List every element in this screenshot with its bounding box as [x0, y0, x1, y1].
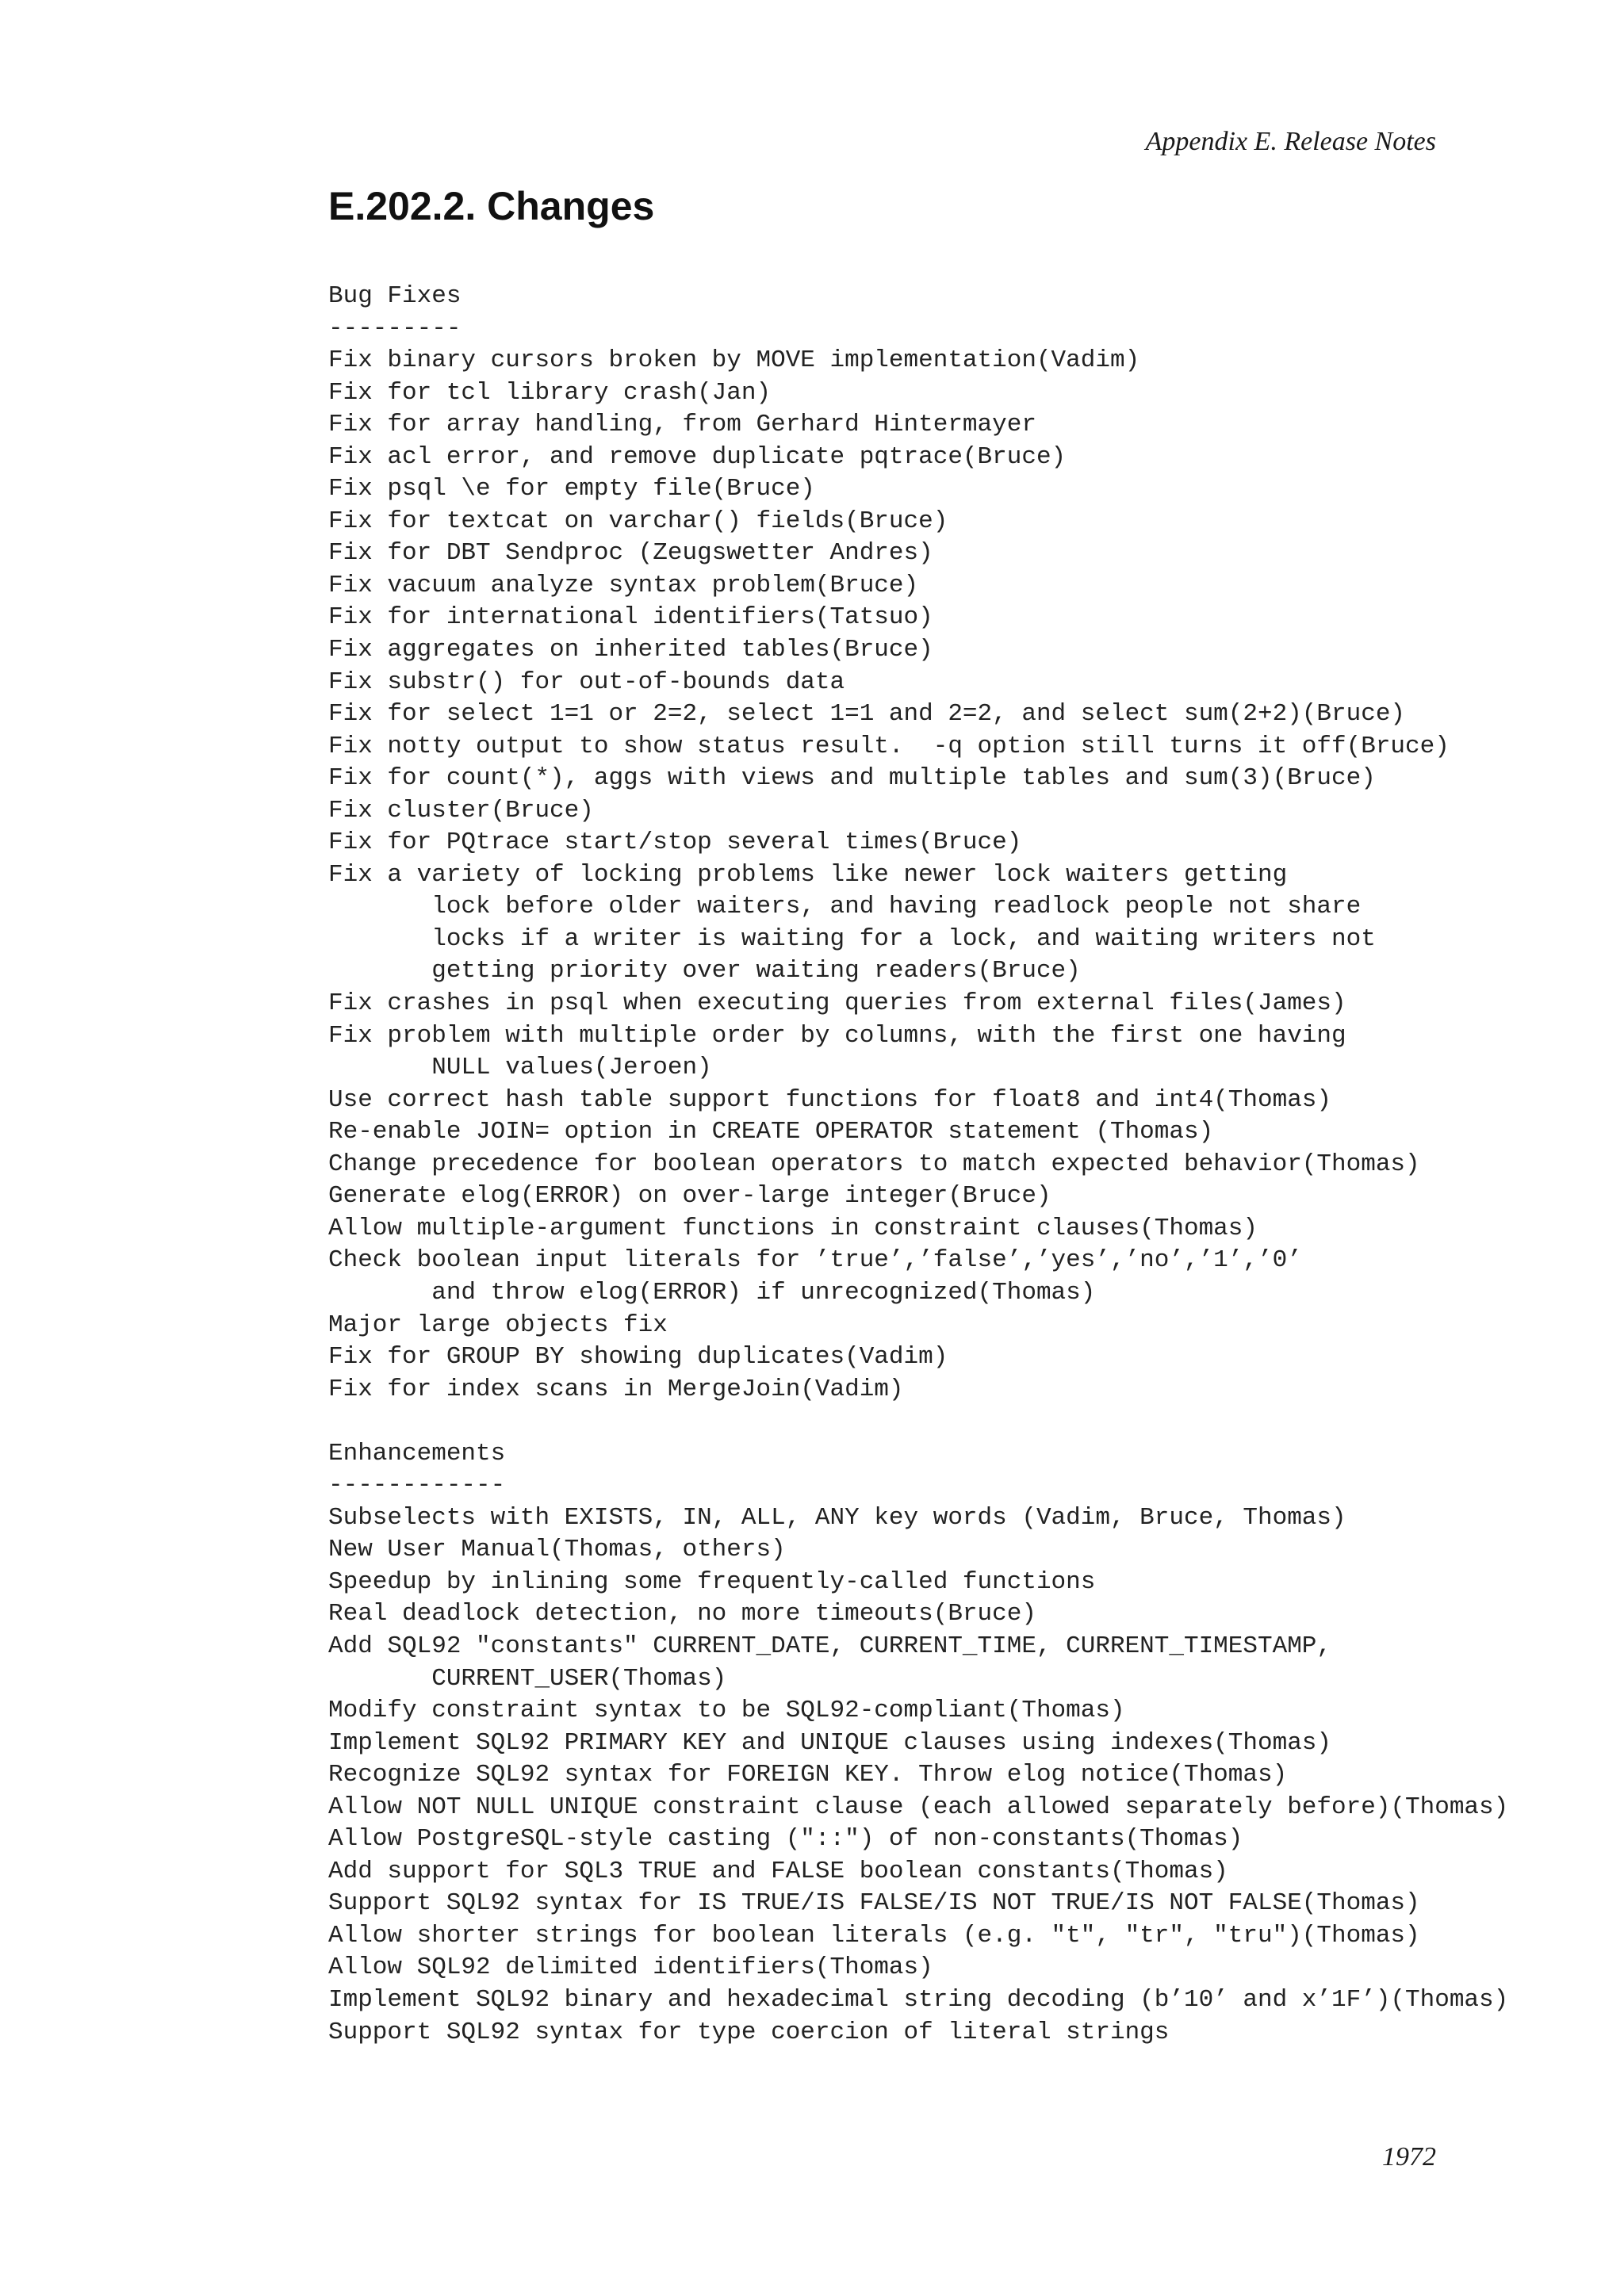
running-header: Appendix E. Release Notes — [1145, 127, 1436, 156]
section-title: E.202.2. Changes — [328, 184, 655, 228]
release-notes-listing: Bug Fixes --------- Fix binary cursors broken by MOVE implementation(Vadim) Fix for tcl library crash(Jan) Fix for array handling, from Gerhard Hintermayer Fix acl error, and remove duplicate pqtrace(Bruce) Fix psql \e for empty file(Bruce) Fix for textcat on varchar() fields(Bruce) Fix for DBT Sendproc (Zeugswetter Andres) Fix vacuum analyze syntax problem(Bruce) Fix for international identifiers(Tatsuo) Fix aggregates on inherited tables(Bruce) Fix substr() for out-of-bounds data Fix for select 1=1 or 2=2, select 1=1 and 2=2, and select sum(2+2)(Bruce) Fix notty output to show status result. -q option still turns it off(Bruce) Fix for count(*), aggs with views and multiple tables and sum(3)(Bruce) Fix cluster(Bruce) Fix for PQtrace start/stop several times(Bruce) Fix a variety of locking problems like newer lock waiters getting lock before older waiters, and having readlock people not share locks if a writer is waiting for a lock, and waiting writers not getting priority over waiting readers(Bruce) Fix crashes in psql when executing queries from external files(James) Fix problem with multiple order by columns, with the first one having NULL values(Jeroen) Use correct hash table support functions for float8 and int4(Thomas) Re-enable JOIN= option in CREATE OPERATOR statement (Thomas) Change precedence for boolean operators to match expected behavior(Thomas) Generate elog(ERROR) on over-large integer(Bruce) Allow multiple-argument functions in constraint clauses(Thomas) Check boolean input literals for ’true’,’false’,’yes’,’no’,’1’,’0’ and throw elog(ERROR) if unrecognized(Thomas) Major large objects fix Fix for GROUP BY showing duplicates(Vadim) Fix for index scans in MergeJoin(Vadim) Enhancements ------------ Subselects with EXISTS, IN, ALL, ANY key words (Vadim, Bruce, Thomas) New User Manual(Thomas, others) Speedup by inlining some frequently-called functions Real deadlock detection, no more timeouts(Bruce) Add SQL92 "constants" CURRENT_DATE, CURRENT_TIME, CURRENT_TIMESTAMP, CURRENT_USER(Thomas) Modify constraint syntax to be SQL92-compliant(Thomas) Implement SQL92 PRIMARY KEY and UNIQUE clauses using indexes(Thomas) Recognize SQL92 syntax for FOREIGN KEY. Throw elog notice(Thomas) Allow NOT NULL UNIQUE constraint clause (each allowed separately before)(Thomas) Allow PostgreSQL-style casting ("::") of non-constants(Thomas) Add support for SQL3 TRUE and FALSE boolean constants(Thomas) Support SQL92 syntax for IS TRUE/IS FALSE/IS NOT TRUE/IS NOT FALSE(Thomas) Allow shorter strings for boolean literals (e.g. "t", "tr", "tru")(Thomas) Allow SQL92 delimited identifiers(Thomas) Implement SQL92 binary and hexadecimal string decoding (b’10’ and x’1F’)(Thomas) Support SQL92 syntax for type coercion of literal strings — [328, 282, 1509, 2046]
page-number: 1972 — [1382, 2142, 1436, 2172]
